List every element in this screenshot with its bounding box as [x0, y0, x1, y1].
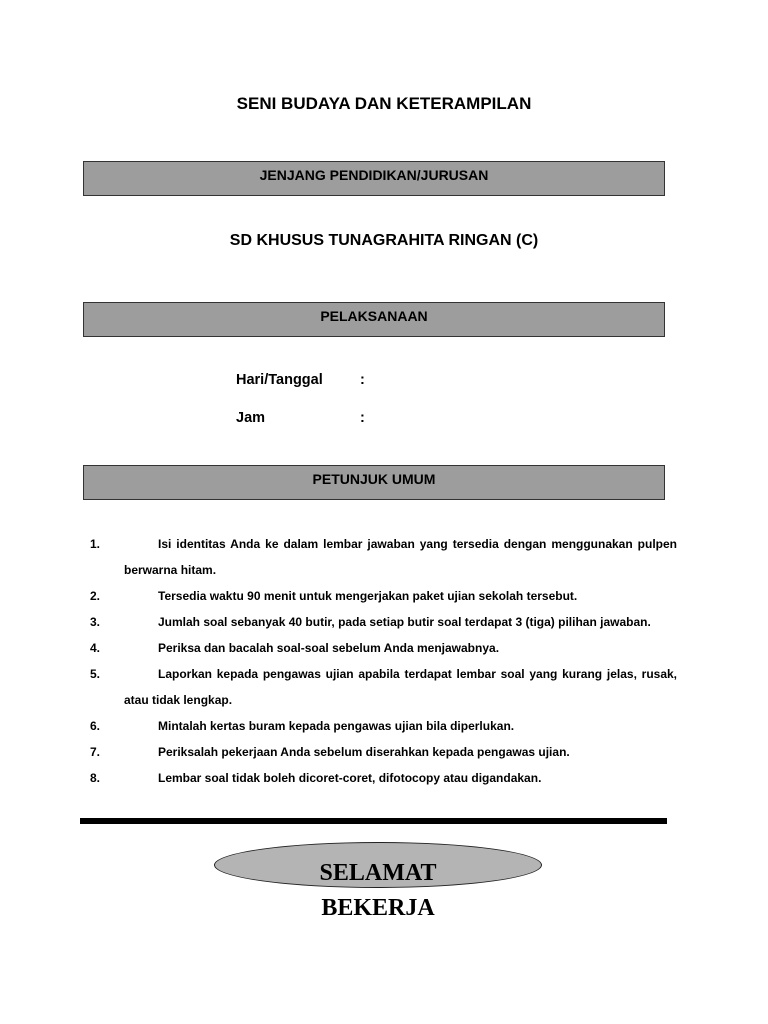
list-item [90, 635, 677, 661]
item-text: Periksa dan bacalah soal-soal sebelum Anda menjawabnya. [158, 641, 500, 655]
item-number: 3. [90, 615, 101, 629]
section-banner-petunjuk: PETUNJUK UMUM [83, 465, 665, 500]
list-item [90, 765, 677, 791]
closing-line-2: BEKERJA [321, 895, 435, 921]
item-text: Jumlah soal sebanyak 40 butir, pada setiap butir soal terdapat 3 (tiga) pilihan jawaban. [158, 615, 651, 629]
list-item [90, 713, 677, 739]
item-text: Laporkan kepada pengawas ujian apabila terdapat lembar soal yang kurang jelas, rusak, atau tidak lengkap. [124, 667, 677, 707]
item-text: Periksalah pekerjaan Anda sebelum diserahkan kepada pengawas ujian. [158, 745, 570, 759]
education-level: SD KHUSUS TUNAGRAHITA RINGAN (C) [229, 232, 539, 249]
divider [80, 818, 667, 824]
list-item [90, 739, 677, 765]
item-text: Mintalah kertas buram kepada pengawas ujian bila diperlukan. [158, 719, 515, 733]
item-number: 5. [90, 667, 101, 681]
list-item [90, 583, 677, 609]
item-text: Isi identitas Anda ke dalam lembar jawaban yang tersedia dengan menggunakan pulpen berwarna hitam. [124, 537, 677, 577]
item-text: Tersedia waktu 90 menit untuk mengerjakan paket ujian sekolah tersebut. [158, 589, 578, 603]
field-separator: : [360, 372, 365, 388]
field-row-jam [236, 410, 365, 426]
list-item [90, 661, 677, 713]
section-banner-jenjang: JENJANG PENDIDIKAN/JURUSAN [83, 161, 665, 196]
item-number: 2. [90, 589, 101, 603]
closing-line-1: SELAMAT [319, 860, 437, 886]
item-number: 1. [90, 537, 101, 551]
field-label: Jam [236, 410, 266, 426]
item-number: 7. [90, 745, 101, 759]
item-number: 6. [90, 719, 101, 733]
field-row-hari-tanggal [236, 372, 365, 388]
item-number: 4. [90, 641, 101, 655]
field-label: Hari/Tanggal [236, 372, 323, 388]
field-separator: : [360, 410, 365, 426]
item-text: Lembar soal tidak boleh dicoret-coret, difotocopy atau digandakan. [158, 771, 542, 785]
section-banner-pelaksanaan: PELAKSANAAN [83, 302, 665, 337]
document-title: SENI BUDAYA DAN KETERAMPILAN [236, 94, 532, 113]
list-item [90, 609, 677, 635]
list-item [90, 531, 677, 583]
instruction-list [90, 531, 677, 791]
item-number: 8. [90, 771, 101, 785]
